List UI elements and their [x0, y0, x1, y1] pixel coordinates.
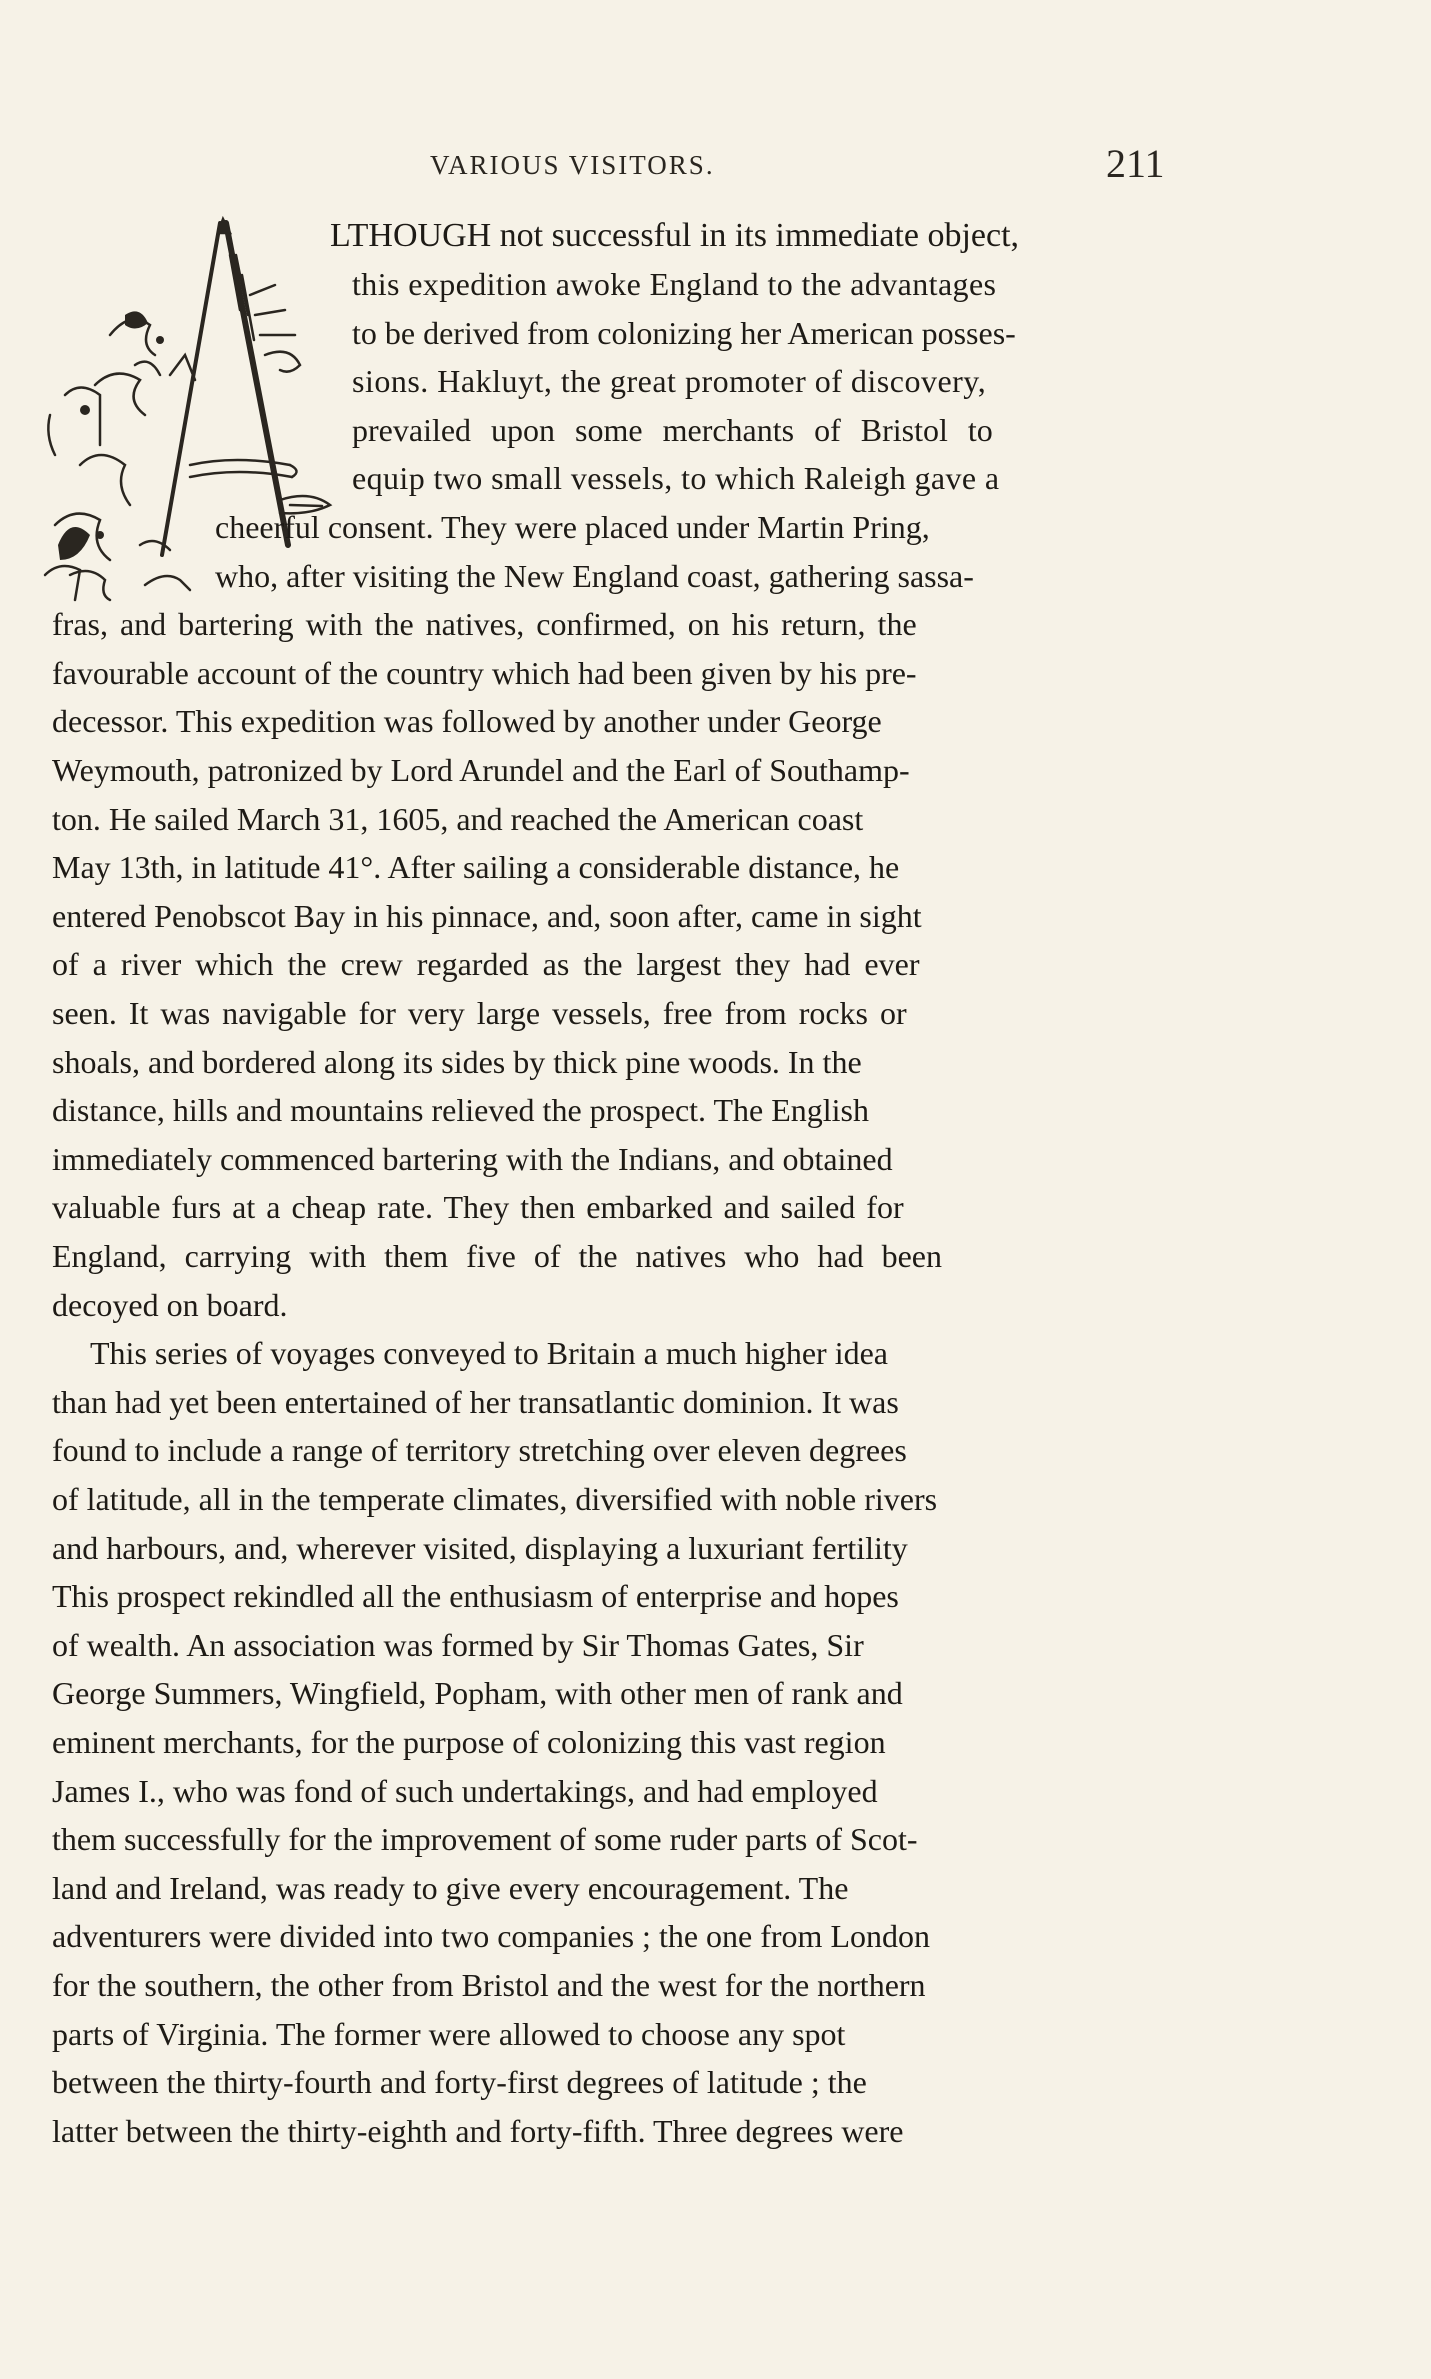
text-line-21: valuable furs at a cheap rate. They then embarked and sailed for	[52, 1189, 904, 1225]
text-line-10: favourable account of the country which had been given by his pre-	[52, 655, 917, 691]
text-line-7: cheerful consent. They were placed under Martin Pring,	[215, 509, 930, 545]
text-line-14: May 13th, in latitude 41°. After sailing a considerable distance, he	[52, 849, 900, 885]
text-line-37: for the southern, the other from Bristol and the west for the northern	[52, 1967, 926, 2003]
text-line-15: entered Penobscot Bay in his pinnace, and, soon after, came in sight	[52, 898, 922, 934]
text-line-39: between the thirty-fourth and forty-first degrees of latitude ; the	[52, 2064, 867, 2100]
text-line-11: decessor. This expedition was followed by another under George	[52, 703, 882, 739]
text-line-3: to be derived from colonizing her American posses-	[352, 315, 1016, 351]
text-line-40: latter between the thirty-eighth and forty-fifth. Three degrees were	[52, 2113, 904, 2149]
text-line-25: than had yet been entertained of her transatlantic dominion. It was	[52, 1384, 899, 1420]
text-line-33: James I., who was fond of such undertakings, and had employed	[52, 1773, 878, 1809]
text-line-38: parts of Virginia. The former were allowed to choose any spot	[52, 2016, 846, 2052]
text-line-18: shoals, and bordered along its sides by thick pine woods. In the	[52, 1044, 862, 1080]
text-line-13: ton. He sailed March 31, 1605, and reached the American coast	[52, 801, 864, 837]
text-line-2: this expedition awoke England to the advantages	[352, 266, 997, 302]
text-line-12: Weymouth, patronized by Lord Arundel and the Earl of Southamp-	[52, 752, 910, 788]
text-line-31: George Summers, Wingfield, Popham, with other men of rank and	[52, 1675, 903, 1711]
text-line-20: immediately commenced bartering with the Indians, and obtained	[52, 1141, 893, 1177]
page-number: 211	[1106, 141, 1165, 186]
text-line-30: of wealth. An association was formed by Sir Thomas Gates, Sir	[52, 1627, 864, 1663]
text-line-24: This series of voyages conveyed to Britain a much higher idea	[90, 1335, 888, 1371]
text-line-8: who, after visiting the New England coast, gathering sassa-	[215, 558, 974, 594]
text-line-35: land and Ireland, was ready to give every encouragement. The	[52, 1870, 849, 1906]
text-line-6: equip two small vessels, to which Raleigh gave a	[352, 460, 1000, 496]
text-line-9: fras, and bartering with the natives, confirmed, on his return, the	[52, 606, 917, 642]
text-line-5: prevailed upon some merchants of Bristol to	[352, 412, 993, 448]
text-line-1: LTHOUGH not successful in its immediate object,	[330, 217, 1020, 254]
text-line-36: adventurers were divided into two companies ; the one from London	[52, 1918, 930, 1954]
running-title: VARIOUS VISITORS.	[430, 150, 715, 180]
text-line-32: eminent merchants, for the purpose of colonizing this vast region	[52, 1724, 886, 1760]
text-line-19: distance, hills and mountains relieved the prospect. The English	[52, 1092, 869, 1128]
text-line-29: This prospect rekindled all the enthusiasm of enterprise and hopes	[52, 1578, 899, 1614]
text-line-17: seen. It was navigable for very large vessels, free from rocks or	[52, 995, 907, 1031]
text-line-26: found to include a range of territory stretching over eleven degrees	[52, 1432, 907, 1468]
text-line-16: of a river which the crew regarded as the largest they had ever	[52, 946, 920, 982]
text-line-34: them successfully for the improvement of some ruder parts of Scot-	[52, 1821, 918, 1857]
text-line-28: and harbours, and, wherever visited, displaying a luxuriant fertility	[52, 1530, 908, 1566]
dropcap-ornament	[40, 215, 340, 605]
text-line-23: decoyed on board.	[52, 1287, 288, 1323]
text-line-4: sions. Hakluyt, the great promoter of discovery,	[352, 363, 987, 399]
text-line-22: England, carrying with them five of the natives who had been	[52, 1238, 942, 1274]
text-line-27: of latitude, all in the temperate climates, diversified with noble rivers	[52, 1481, 938, 1517]
